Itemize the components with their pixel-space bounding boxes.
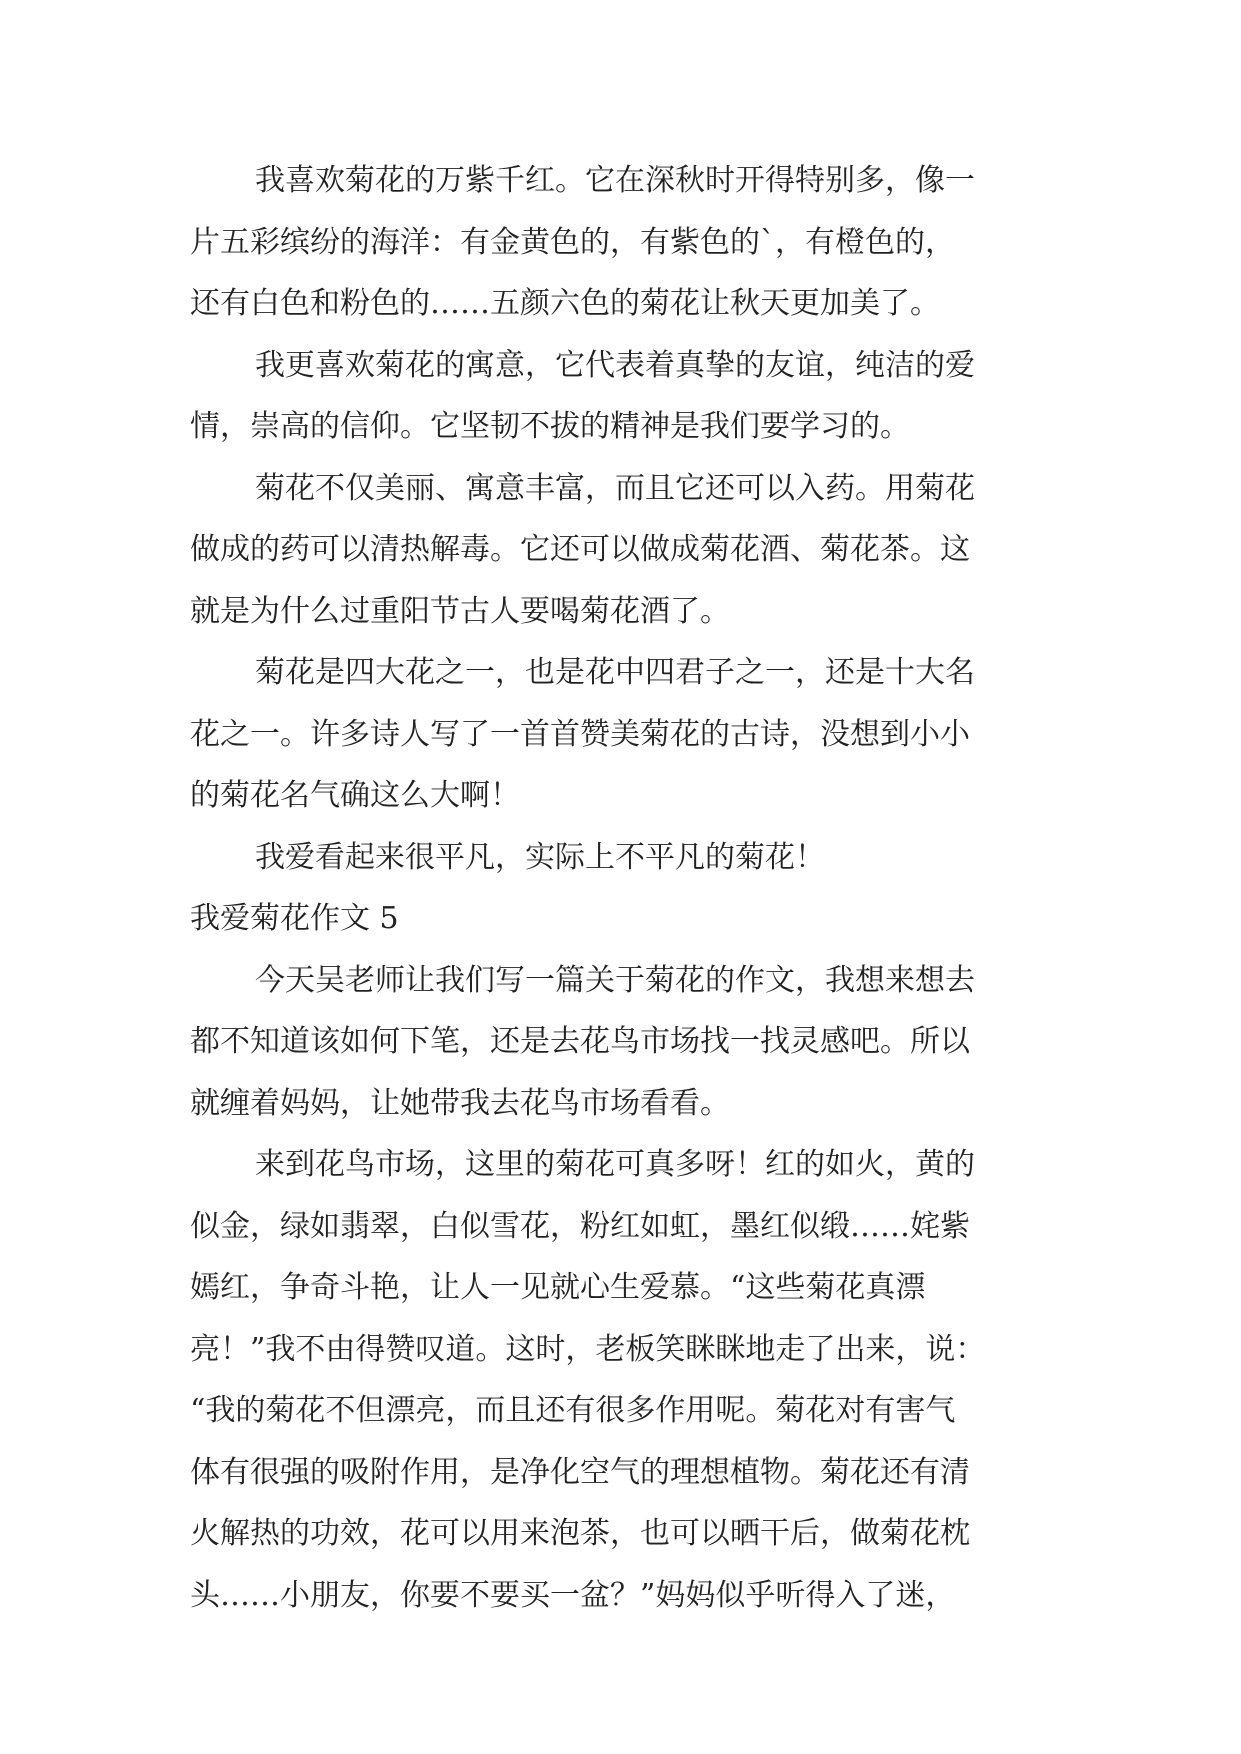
paragraph-line: 菊花不仅美丽、寓意丰富，而且它还可以入药。用菊花 — [255, 470, 975, 506]
paragraph-line: 还有白色和粉色的……五颜六色的菊花让秋天更加美了。 — [190, 286, 940, 321]
paragraph-line: 都不知道该如何下笔，还是去花鸟市场找一找灵感吧。所以 — [190, 1024, 970, 1059]
document-page — [190, 150, 1070, 1626]
paragraph-line: 体有很强的吸附作用，是净化空气的理想植物。菊花还有清 — [190, 1454, 970, 1490]
paragraph-line: 菊花是四大花之一，也是花中四君子之一，还是十大名 — [255, 655, 975, 690]
paragraph-line: 来到花鸟市场，这里的菊花可真多呀！红的如火，黄的 — [255, 1147, 975, 1182]
section-heading: 我爱菊花作文 5 — [190, 901, 399, 936]
paragraph-line: 就是为什么过重阳节古人要喝菊花酒了。 — [190, 593, 730, 629]
paragraph-line: 花之一。许多诗人写了一首首赞美菊花的古诗，没想到小小 — [190, 716, 970, 752]
paragraph-line: 似金，绿如翡翠，白似雪花，粉红如虹，墨红似缎……姹紫 — [190, 1208, 970, 1244]
paragraph-line: 片五彩缤纷的海洋：有金黄色的，有紫色的`，有橙色的， — [190, 224, 955, 260]
paragraph-line: 今天吴老师让我们写一篇关于菊花的作文，我想来想去 — [255, 962, 975, 998]
paragraph-line: 火解热的功效，花可以用来泡茶，也可以晒干后，做菊花枕 — [190, 1516, 970, 1551]
paragraph-line: 的菊花名气确这么大啊！ — [190, 778, 520, 813]
paragraph-line: 我喜欢菊花的万紫千红。它在深秋时开得特别多，像一 — [255, 163, 975, 198]
paragraph-line: “我的菊花不但漂亮，而且还有很多作用呢。菊花对有害气 — [190, 1393, 956, 1428]
paragraph-line: 亮！”我不由得赞叹道。这时，老板笑眯眯地走了出来，说： — [190, 1331, 986, 1367]
paragraph-line: 我更喜欢菊花的寓意，它代表着真挚的友谊，纯洁的爱 — [255, 347, 975, 383]
paragraph-line: 就缠着妈妈，让她带我去花鸟市场看看。 — [190, 1085, 730, 1121]
paragraph-line: 头……小朋友，你要不要买一盆？”妈妈似乎听得入了迷， — [190, 1577, 956, 1613]
paragraph-line: 我爱看起来很平凡，实际上不平凡的菊花！ — [255, 839, 825, 875]
paragraph-line: 嫣红，争奇斗艳，让人一见就心生爱慕。“这些菊花真漂 — [190, 1270, 926, 1305]
paragraph-line: 情，崇高的信仰。它坚韧不拔的精神是我们要学习的。 — [190, 409, 910, 444]
paragraph-line: 做成的药可以清热解毒。它还可以做成菊花酒、菊花茶。这 — [190, 532, 970, 567]
